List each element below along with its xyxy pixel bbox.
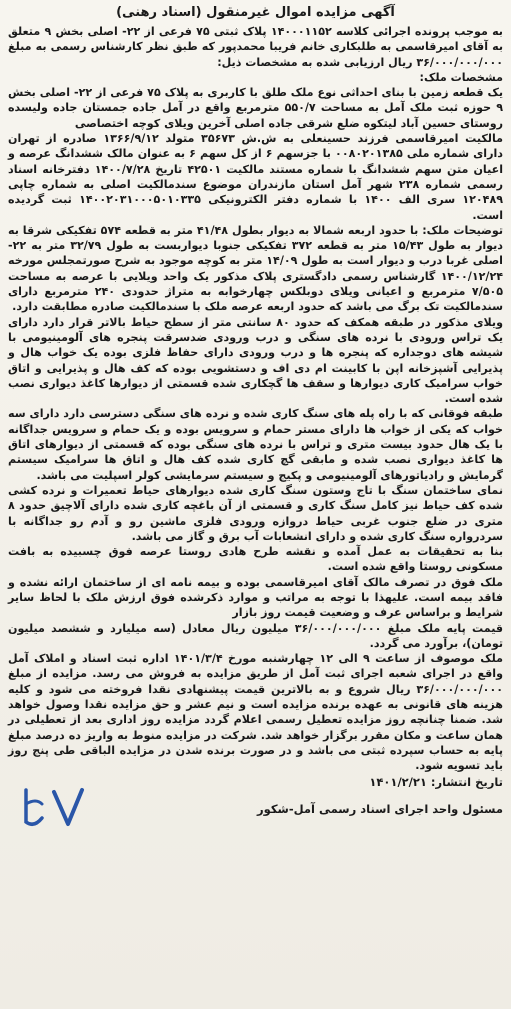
spec-heading: مشخصات ملک: [419, 70, 503, 84]
notice-intro: به موجب پرونده اجرائی کلاسه ۱۴۰۰۰۱۱۵۲ پلاک ثبتی ۷۵ فرعی از ۲۲- اصلی بخش ۹ متعلق به آقای امیرقاسمی به طلبکاری خانم فریبا محمدپور که طبق نظر کارشناس رسمی به مبلغ ۳۶/۰۰۰/۰۰۰/۰۰۰ ریال ارزیابی شده به مشخصات ذیل: [8, 25, 503, 69]
spec-upper-floor: طبقه فوقانی که با راه پله های سنگ کاری شده و نرده های سنگی دسترسی دارد دارای سه خواب که یکی از خواب ها دارای مستر حمام و سرویس بوده و یک حمام و سرویس جداگانه با یک هال حدود بیست متری و تراس با نرده های سنگی بوده که قسمتی از دیوارهای اتاق ها کاغذ دیواری نصب شده و مابقی گچ کاری شده کف هال و اتاق ها سرامیک سیستم گرمایش و رادیاتورهای آلومینیومی و پکیج و سیستم سرمایشی کولر اسپلیت می باشد. [8, 407, 503, 482]
handwritten-number-mark [16, 782, 96, 834]
publish-date: تاریخ انتشار: ۱۴۰۱/۲/۲۱ [369, 774, 503, 789]
auction-terms: ملک موصوف از ساعت ۹ الی ۱۲ چهارشنبه مورخ ۱۴۰۱/۳/۴ اداره ثبت اسناد و املاک آمل واقع در اجرای شعبه اجرای ثبت آمل از طریق مزایده به فروش می رسد. مزایده از مبلغ ۳۶/۰۰۰/۰۰۰/۰۰۰ ریال شروع و به بالاترین قیمت پیشنهادی نقدا فروخته می شود و کلیه هزینه های قانونی به عهده برنده مزایده است و نیم عشر و حق مزایده نقدا وصول خواهد شد. ضمنا چنانچه روز مزایده تعطیل رسمی اعلام گردد مزایده روز اداری بعد از تعطیلی در همان ساعت و مکان مقرر برگزار خواهد شد. شرکت در مزایده منوط به واریز ده درصد مبلغ پایه به حساب سپرده ثبتی می باشد و در صورت برنده شدن در مزایده الباقی طی پنج روز باید تسویه شود. [8, 652, 503, 773]
spec-land-description: یک قطعه زمین با بنای احداثی نوع ملک طلق با کاربری به پلاک ۷۵ فرعی از ۲۲- اصلی بخش ۹ حوزه ثبت ملک آمل به مساحت ۵۵۰/۷ مترمربع واقع در آمل جاده جمستان جاده ولیسده روستای حسین آباد لیتکوه ضلع شرقی جاده اصلی آخرین ویلای کوچه اختصاصی [8, 86, 503, 130]
spec-occupancy: ملک فوق در تصرف مالک آقای امیرقاسمی بوده و بیمه نامه ای از ساختمان ارائه نشده و فاقد بیمه است. علیهذا با توجه به مراتب و موارد ذکرشده فوق ارزش ملک با لحاظ سایر شرایط و براساس عرف و وضعیت قیمت روز بازار [8, 575, 503, 620]
spec-location-plan: بنا به تحقیقات به عمل آمده و نقشه طرح هادی روستا عرصه فوق چسبیده به بافت مسکونی روستا واقع شده است. [8, 545, 503, 574]
signature: مسئول واحد اجرای اسناد رسمی آمل-شکور [257, 801, 503, 816]
spec-facade: نمای ساختمان سنگ با تاج وستون سنگ کاری شده دیوارهای حیاط تعمیرات و نرده کشی شده کف حیاط نیز کامل سنگ کاری و قسمتی از آن باغچه کاری شده دارای آلاچیق حدود ۸ متری در ضلع جنوب غربی حیاط دروازه ورودی فلزی ماشین رو و آدم رو جداگانه با سردرواره سنگ کاری شده و دارای انشعابات آب برق و گاز می باشد. [8, 483, 503, 543]
spec-base-price: قیمت پایه ملک مبلغ ۳۶/۰۰۰/۰۰۰/۰۰۰ میلیون ریال معادل (سه میلیارد و ششصد میلیون تومان)، برآورد می گردد. [8, 621, 503, 650]
spec-ownership: مالکیت امیرقاسمی فرزند حسینعلی به ش.ش ۳۵۶۷۳ متولد ۱۳۶۶/۹/۱۲ صادره از تهران دارای شماره ملی ۰۰۸۰۲۰۱۳۸۵ با جزسهم ۶ از کل سهم ۶ به عنوان مالک ششدانگ عرصه و اعیان متن سهم ششدانگ با شماره مستند مالکیت ۴۲۵۰۱ تاریخ ۱۴۰۰/۷/۲۸ دفترخانه اسناد رسمی شماره ۲۳۸ شهر آمل استان مازندران موضوع سندمالکیت اصلی به شماره چاپی ۱۲۰۴۸۹ سری الف ۱۴۰۰ با شماره دفتر الکترونیکی ۱۴۰۰۲۰۳۱۰۰۰۵۰۱۰۳۳۵ ثبت گردیده است. [8, 132, 504, 222]
signature-row [8, 790, 503, 834]
spec-ground-floor: ویلای مذکور در طبقه همکف که حدود ۸۰ سانتی متر از سطح حیاط بالاتر قرار دارد دارای یک تراس ورودی با نرده های سنگی و درب ورودی ضدسرقت پنجره های آلومینیومی با شیشه های دوجداره که پنجره ها و درب ورودی دارای حفاظ فلزی بوده یک خواب هال و پذیرایی آشپزخانه اپن با کابینت ام دی اف و دستشویی بوده که کف هال و پذیرایی و اتاق خواب سرامیک کاری دیوارها و سقف ها گچکاری شده قسمتی از دیوارها کاغذ دیواری نصب شده است. [8, 315, 503, 406]
notice-title: آگهی مزایده اموال غیرمنقول (اسناد رهنی) [116, 5, 395, 20]
spec-boundaries: توضیحات ملک: با حدود اربعه شمالا به دیوار بطول ۴۱/۴۸ متر به قطعه ۵۷۴ تفکیکی شرقا به دیوار به طول ۱۵/۴۳ متر به قطعه ۳۷۲ تفکیکی جنوبا دیواربست به طول ۳۲/۷۹ متر به ۲۲- اصلی غربا درب و دیوار است به طول ۱۴/۰۹ متر به کوچه موجود به شرح صورتمجلس مورخه ۱۴۰۰/۱۲/۲۴ گارشناس رسمی دادگستری پلاک مذکور یک واحد ویلایی با عرصه به مساحت ۷/۵۰۵ مترمربع و اعیانی ویلای دوبلکس چهارخوابه به متراژ حدودی ۲۴۰ مترمربع دارای سندمالکیت تک برگ می باشد که حدود اربعه عرصه ملک با سندمالکیت صادره مطابقت دارد. [8, 223, 504, 314]
